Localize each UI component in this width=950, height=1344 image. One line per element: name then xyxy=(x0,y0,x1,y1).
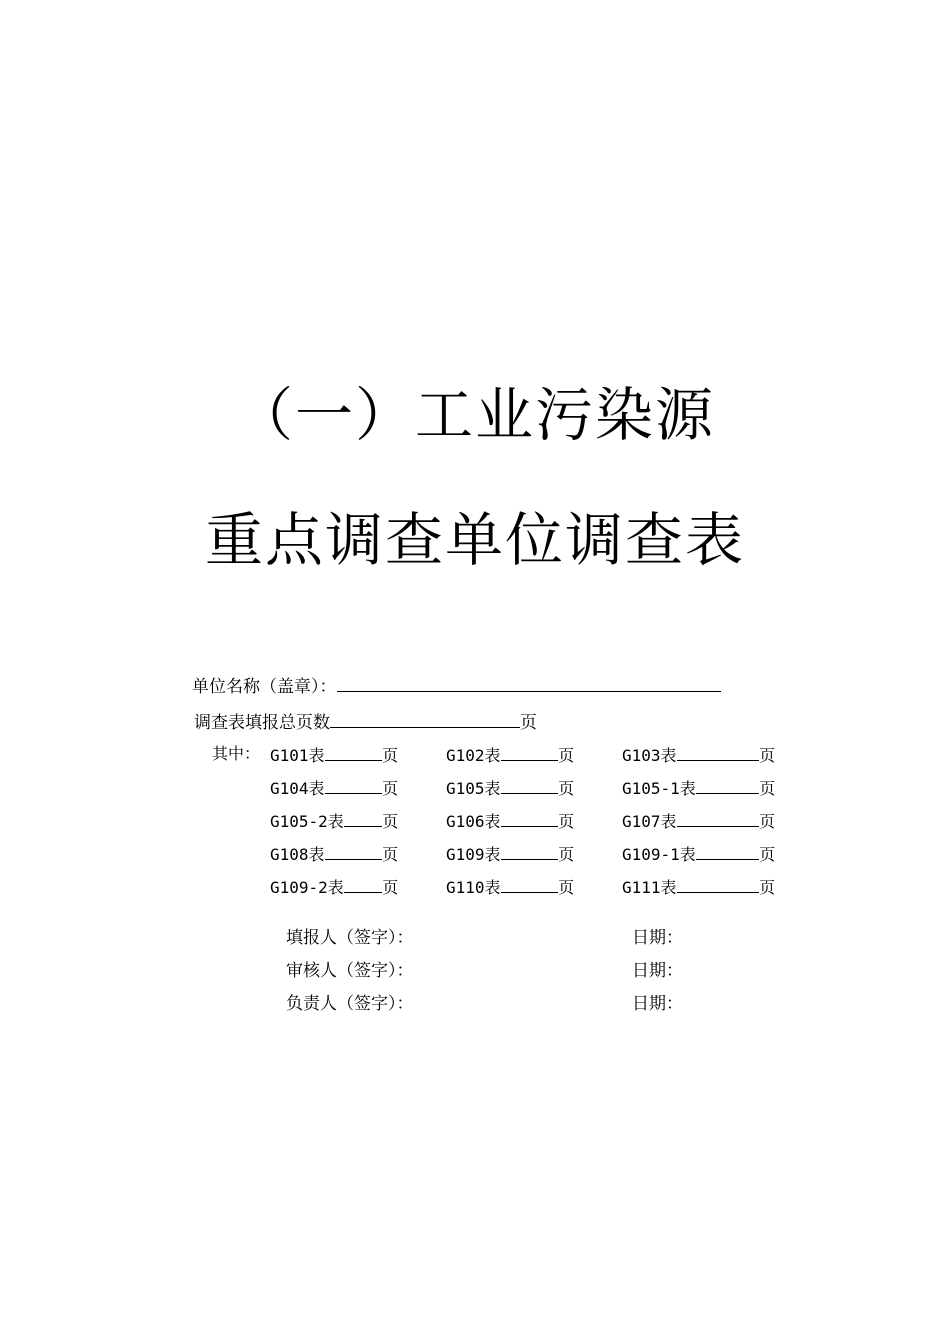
form-code: G106 xyxy=(446,812,485,831)
form-page-unit: 页 xyxy=(759,878,776,897)
signer-role-label: 审核人（签字）： xyxy=(286,961,414,981)
form-code: G109-1 xyxy=(622,845,680,864)
among-label: 其中： xyxy=(212,744,261,763)
form-page-unit: 页 xyxy=(759,845,776,864)
signature-field[interactable] xyxy=(440,928,610,948)
signer-role-label: 填报人（签字）： xyxy=(286,928,414,948)
form-entry xyxy=(622,810,775,832)
form-entry xyxy=(270,876,398,898)
form-code: G108 xyxy=(270,845,309,864)
form-page-unit: 页 xyxy=(558,845,575,864)
form-code: G103 xyxy=(622,746,661,765)
form-suffix: 表 xyxy=(308,845,325,864)
form-page-unit: 页 xyxy=(382,812,399,831)
form-page-unit: 页 xyxy=(558,812,575,831)
form-pages-field[interactable] xyxy=(677,810,760,827)
form-page-unit: 页 xyxy=(382,878,399,897)
form-suffix: 表 xyxy=(327,812,344,831)
form-entry xyxy=(270,843,398,865)
form-page-unit: 页 xyxy=(382,845,399,864)
form-suffix: 表 xyxy=(660,746,677,765)
form-pages-field[interactable] xyxy=(325,843,383,860)
total-pages-row xyxy=(194,711,537,733)
form-pages-field[interactable] xyxy=(344,810,382,827)
form-page-unit: 页 xyxy=(382,779,399,798)
form-entry xyxy=(270,810,398,832)
form-entry xyxy=(446,777,574,799)
form-pages-field[interactable] xyxy=(677,744,760,761)
document-title-line2: 重点调查单位调查表 xyxy=(204,506,745,574)
form-suffix: 表 xyxy=(308,746,325,765)
date-label: 日期： xyxy=(632,928,683,948)
form-page-unit: 页 xyxy=(558,779,575,798)
form-suffix: 表 xyxy=(679,845,696,864)
form-pages-field[interactable] xyxy=(501,876,559,893)
form-page-unit: 页 xyxy=(558,878,575,897)
form-suffix: 表 xyxy=(308,779,325,798)
document-title-line1: （一）工业污染源 xyxy=(234,381,715,449)
form-page-unit: 页 xyxy=(382,746,399,765)
form-entry xyxy=(622,744,775,766)
date-label: 日期： xyxy=(632,961,683,981)
form-code: G105 xyxy=(446,779,485,798)
form-page-unit: 页 xyxy=(558,746,575,765)
form-code: G104 xyxy=(270,779,309,798)
form-entry xyxy=(270,777,398,799)
form-pages-field[interactable] xyxy=(344,876,382,893)
signature-field[interactable] xyxy=(440,994,610,1014)
date-label: 日期： xyxy=(632,994,683,1014)
form-code: G105-1 xyxy=(622,779,680,798)
form-entry xyxy=(446,810,574,832)
form-suffix: 表 xyxy=(484,845,501,864)
form-suffix: 表 xyxy=(484,878,501,897)
form-entry xyxy=(446,843,574,865)
signer-role-label: 负责人（签字）： xyxy=(286,994,414,1014)
form-pages-field[interactable] xyxy=(696,843,759,860)
form-entry xyxy=(270,744,398,766)
form-suffix: 表 xyxy=(679,779,696,798)
form-code: G105-2 xyxy=(270,812,328,831)
unit-name-label: 单位名称（盖章）： xyxy=(192,677,337,697)
form-pages-field[interactable] xyxy=(325,744,383,761)
form-pages-field[interactable] xyxy=(501,810,559,827)
form-entry xyxy=(622,777,775,799)
form-suffix: 表 xyxy=(484,746,501,765)
form-entry xyxy=(622,843,775,865)
form-code: G110 xyxy=(446,878,485,897)
form-pages-field[interactable] xyxy=(501,777,559,794)
total-pages-label: 调查表填报总页数 xyxy=(194,713,330,733)
form-code: G111 xyxy=(622,878,661,897)
form-code: G109-2 xyxy=(270,878,328,897)
form-suffix: 表 xyxy=(660,878,677,897)
form-entry xyxy=(446,876,574,898)
form-pages-field[interactable] xyxy=(501,744,559,761)
form-suffix: 表 xyxy=(484,779,501,798)
form-page-unit: 页 xyxy=(759,812,776,831)
form-suffix: 表 xyxy=(484,812,501,831)
form-code: G102 xyxy=(446,746,485,765)
total-pages-field[interactable] xyxy=(330,711,520,728)
form-code: G101 xyxy=(270,746,309,765)
form-page-unit: 页 xyxy=(759,779,776,798)
form-pages-field[interactable] xyxy=(501,843,559,860)
form-pages-field[interactable] xyxy=(696,777,759,794)
form-entry xyxy=(446,744,574,766)
form-pages-field[interactable] xyxy=(325,777,383,794)
unit-name-row xyxy=(192,675,721,697)
signature-field[interactable] xyxy=(440,961,610,981)
unit-name-field[interactable] xyxy=(337,675,721,692)
form-suffix: 表 xyxy=(327,878,344,897)
form-page-unit: 页 xyxy=(759,746,776,765)
form-code: G107 xyxy=(622,812,661,831)
form-suffix: 表 xyxy=(660,812,677,831)
form-pages-field[interactable] xyxy=(677,876,760,893)
form-code: G109 xyxy=(446,845,485,864)
page-unit-label: 页 xyxy=(520,713,537,733)
form-entry xyxy=(622,876,775,898)
